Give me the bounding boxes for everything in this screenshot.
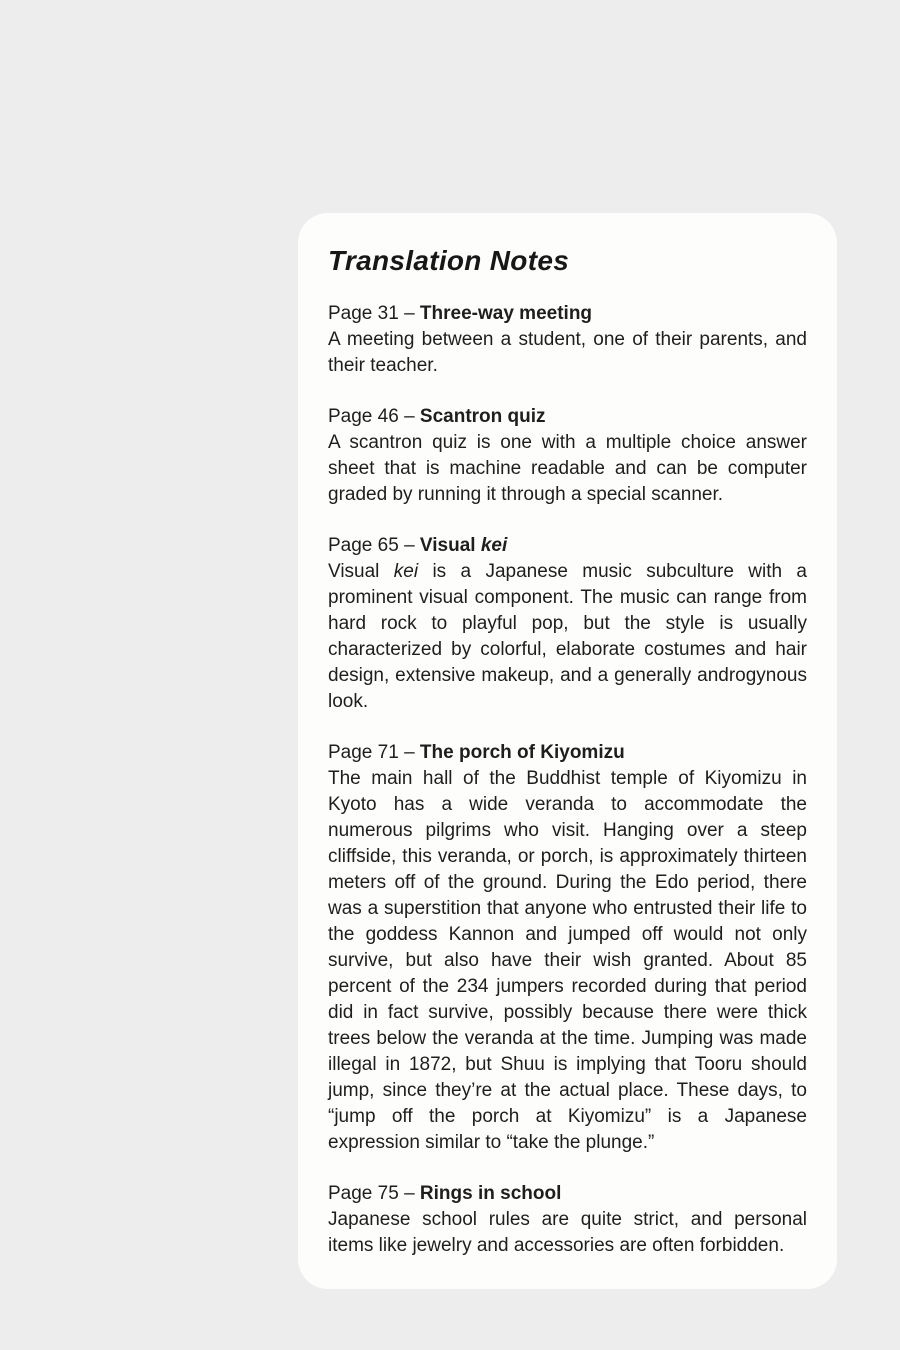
note-entry (328, 301, 807, 379)
body-text-run: A scantron quiz is one with a multiple choice answer sheet that is machine readable and can be computer graded by running it through a special scanner. (328, 432, 807, 505)
note-entry (328, 404, 807, 508)
body-text-run: Japanese school rules are quite strict, and personal items like jewelry and accessories are often forbidden. (328, 1209, 807, 1256)
heading-text-run: Page 75 – (328, 1183, 420, 1204)
heading-text-run: Page 46 – (328, 406, 420, 427)
heading-text-run: Three-way meeting (419, 303, 593, 324)
note-entry (328, 740, 807, 1156)
heading-text-run: Page 71 – (328, 742, 420, 763)
heading-text-run: The porch of Kiyomizu (419, 742, 625, 763)
note-entry (328, 533, 807, 715)
translation-notes-card (298, 213, 837, 1289)
entry-heading (328, 404, 807, 430)
entry-heading (328, 740, 807, 766)
entry-body (328, 1207, 807, 1259)
entry-body (328, 766, 807, 1156)
body-text-run: A meeting between a student, one of their parents, and their teacher. (328, 329, 807, 376)
body-text-run: The main hall of the Buddhist temple of Kiyomizu in Kyoto has a wide veranda to accommodate the numerous pilgrims who visit. Hanging over a steep cliffside, this veranda, or porch, is approximately thirteen meters off of the ground. During the Edo period, there was a superstition that anyone who entrusted their life to the goddess Kannon and jumped off would not only survive, but also have their wish granted. About 85 percent of the 234 jumpers recorded during that period did in fact survive, possibly because there were thick trees below the veranda at the time. Jumping was made illegal in 1872, but Shuu is implying that Tooru should jump, since they’re at the actual place. These days, to “jump off the porch at Kiyomizu” is a Japanese expression similar to “take the plunge.” (328, 768, 807, 1153)
entry-body (328, 559, 807, 715)
note-entry (328, 1181, 807, 1259)
heading-text-run: Page 31 – (328, 303, 420, 324)
heading-text-run: kei (480, 535, 508, 556)
heading-text-run: Visual (419, 535, 481, 556)
heading-text-run: Rings in school (419, 1183, 562, 1204)
entry-heading (328, 533, 807, 559)
heading-text-run: Scantron quiz (419, 406, 546, 427)
entry-heading (328, 301, 807, 327)
body-text-run: Visual (328, 561, 394, 582)
body-text-run: is a Japanese music subculture with a prominent visual component. The music can range from hard rock to playful pop, but the style is usually characterized by colorful, elaborate costumes and hair design, extensive makeup, and a generally androgynous look. (328, 561, 807, 712)
entry-body (328, 430, 807, 508)
body-text-run: kei (393, 561, 419, 582)
heading-text-run: Page 65 – (328, 535, 420, 556)
notes-entries (328, 301, 807, 1259)
page-title: Translation Notes (328, 245, 570, 276)
entry-body (328, 327, 807, 379)
entry-heading (328, 1181, 807, 1207)
